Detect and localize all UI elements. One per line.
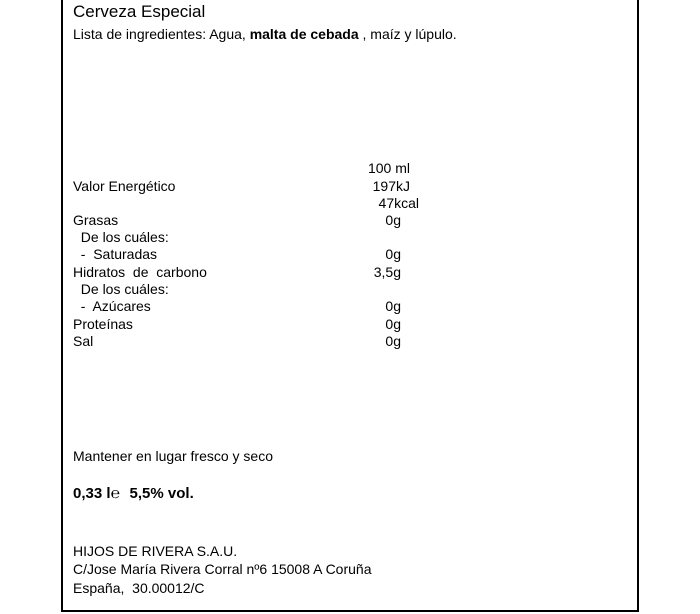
nutrition-label-of-which-fat: De los cuáles: <box>73 229 169 245</box>
volume-line <box>73 485 194 502</box>
ingredients-allergen: malta de cebada <box>249 26 359 42</box>
net-volume: 0,33 l <box>73 485 111 502</box>
nutrition-value-sugars: 0g <box>385 298 401 314</box>
ingredients-list <box>73 26 457 42</box>
ingredients-suffix: , maíz y lúpulo. <box>358 26 457 42</box>
nutrition-label-of-which-carbs: De los cuáles: <box>73 281 169 297</box>
storage-instructions: Mantener en lugar fresco y seco <box>73 448 273 464</box>
producer-name: HIJOS DE RIVERA S.A.U. <box>73 543 238 559</box>
ingredients-prefix: Lista de ingredientes: Agua, <box>73 26 250 42</box>
nutrition-label-fat: Grasas <box>73 212 119 228</box>
producer-address: C/Jose María Rivera Corral nº6 15008 A Coruña <box>73 561 372 577</box>
nutrition-value-saturates: 0g <box>385 246 401 262</box>
nutrition-label-salt: Sal <box>73 333 94 349</box>
nutrition-value-protein: 0g <box>385 316 401 332</box>
product-title: Cerveza Especial <box>73 2 206 21</box>
producer-country-registration: España, 30.00012/C <box>73 580 205 596</box>
alcohol-by-volume: 5,5% vol. <box>129 485 194 502</box>
nutrition-value-energy-kj: 197kJ <box>372 178 410 194</box>
nutrition-label-sugars: - Azúcares <box>73 298 151 314</box>
nutrition-value-carbohydrate: 3,5g <box>373 264 401 280</box>
nutrition-label-energy: Valor Energético <box>73 178 176 194</box>
nutrition-label-protein: Proteínas <box>73 316 133 332</box>
nutrition-column-header: 100 ml <box>367 160 410 176</box>
nutrition-value-salt: 0g <box>385 333 401 349</box>
nutrition-value-fat: 0g <box>385 212 401 228</box>
estimated-sign-icon: ℮ <box>110 485 120 502</box>
nutrition-label-carbohydrate: Hidratos de carbono <box>73 264 207 280</box>
nutrition-value-energy-kcal: 47kcal <box>378 195 419 211</box>
nutrition-label-saturates: - Saturadas <box>73 246 158 262</box>
